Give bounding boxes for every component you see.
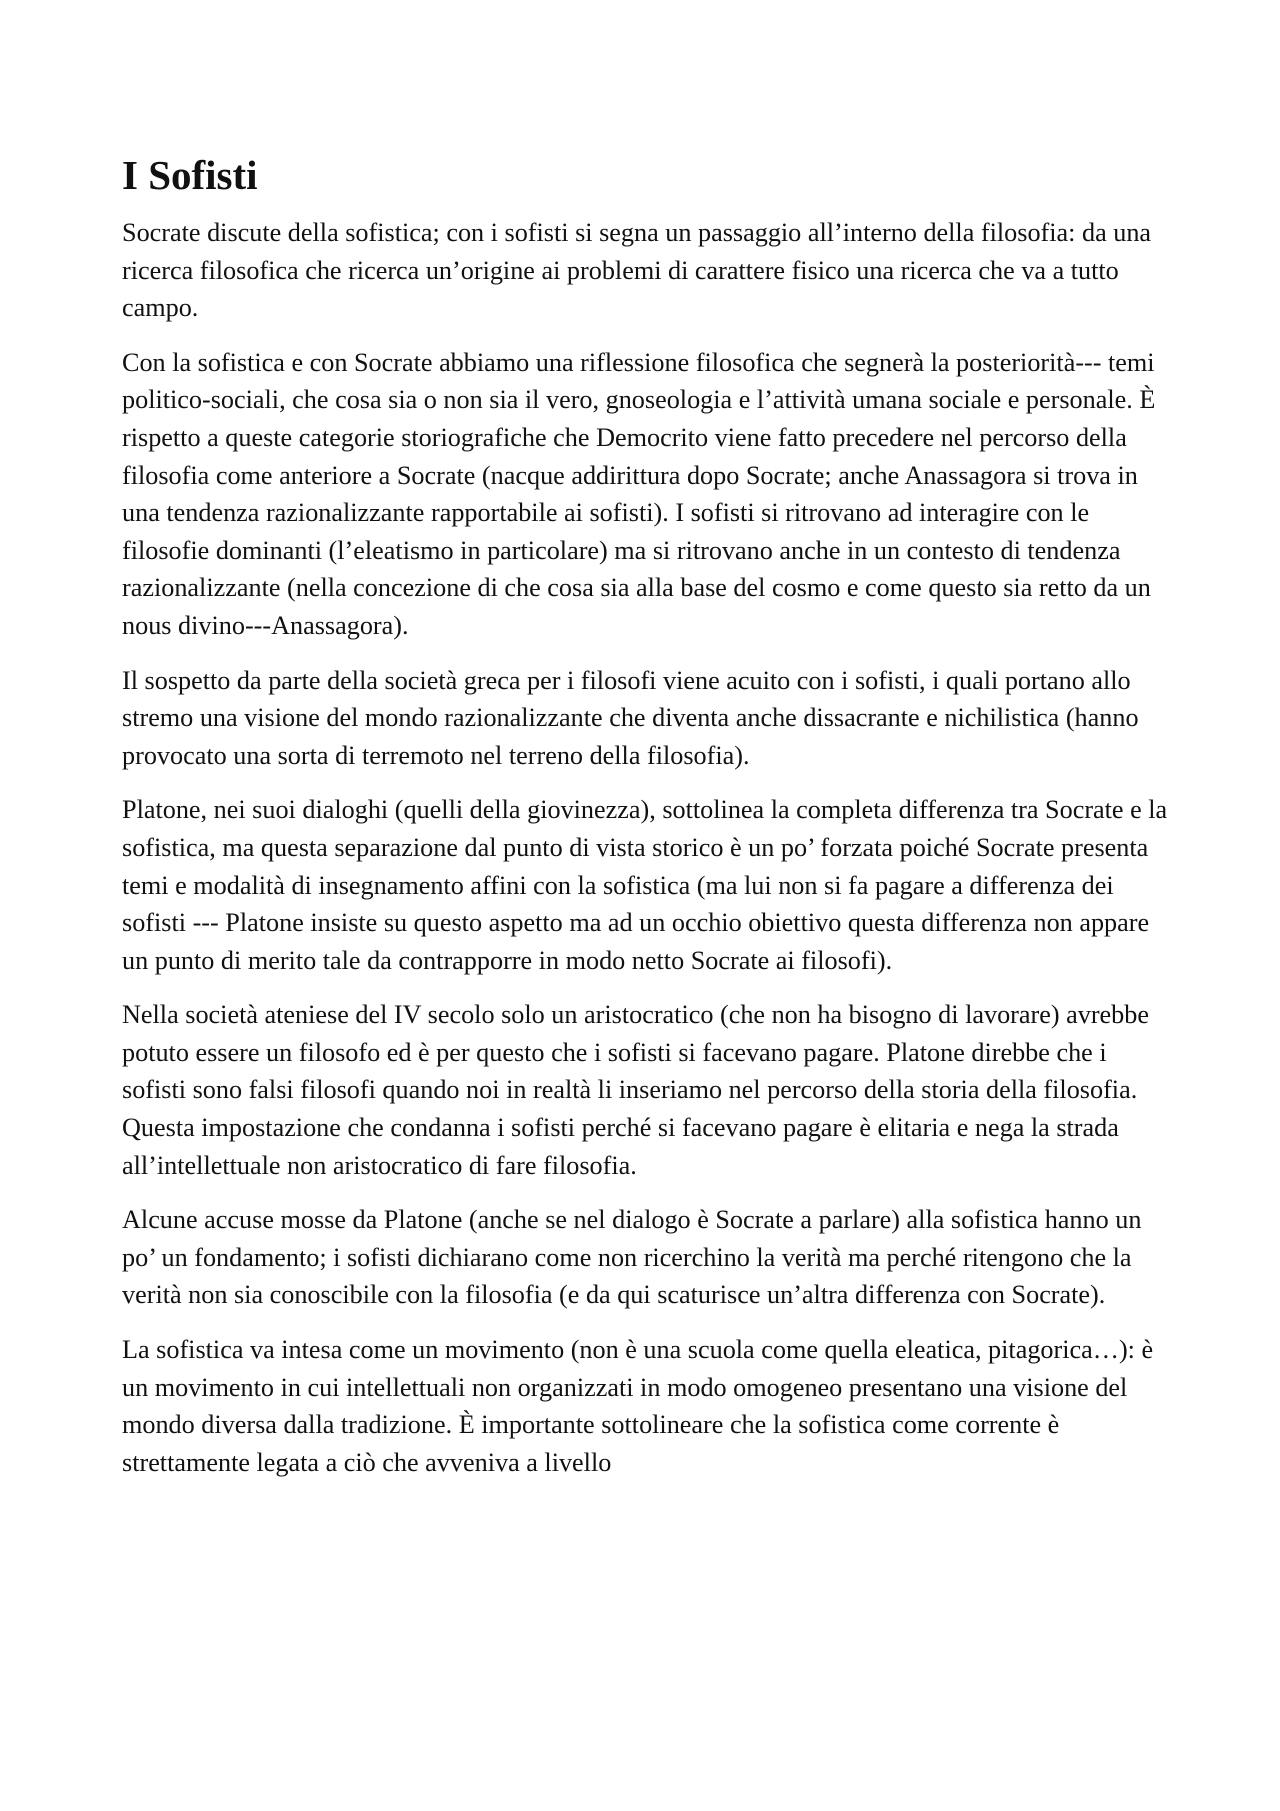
document-title: I Sofisti [122, 152, 258, 198]
paragraph-5: Nella società ateniese del IV secolo solo un aristocratico (che non ha bisogno di lavorare) avrebbe potuto essere un filosofo ed è per questo che i sofisti si facevano pagare. Platone direbbe che i sofisti sono falsi filosofi quando noi in realtà li inseriamo nel percorso della storia della filosofia. Questa impostazione che condanna i sofisti perché si facevano pagare è elitaria e nega la strada all’intellettuale non aristocratico di fare filosofia. [122, 1000, 1149, 1180]
paragraph-6: Alcune accuse mosse da Platone (anche se nel dialogo è Socrate a parlare) alla sofistica hanno un po’ un fondamento; i sofisti dichiarano come non ricerchino la verità ma perché ritengono che la verità non sia conoscibile con la filosofia (e da qui scaturisce un’altra differenza con Socrate). [122, 1205, 1142, 1310]
paragraph-7: La sofistica va intesa come un movimento (non è una scuola come quella eleatica, pitagorica…): è un movimento in cui intellettuali non organizzati in modo omogeneo presentano una visione del mondo diversa dalla tradizione. È importante sottolineare che la sofistica come corrente è strettamente legata a ciò che avveniva a livello [122, 1335, 1154, 1477]
paragraph-2: Con la sofistica e con Socrate abbiamo una riflessione filosofica che segnerà la posteriorità--- temi politico-sociali, che cosa sia o non sia il vero, gnoseologia e l’attività umana sociale e personale. È rispetto a queste categorie storiografiche che Democrito viene fatto precedere nel percorso della filosofia come anteriore a Socrate (nacque addirittura dopo Socrate; anche Anassagora si trova in una tendenza razionalizzante rapportabile ai sofisti). I sofisti si ritrovano ad interagire con le filosofie dominanti (l’eleatismo in particolare) ma si ritrovano anche in un contesto di tendenza razionalizzante (nella concezione di che cosa sia alla base del cosmo e come questo sia retto da un nous divino---Anassagora). [122, 347, 1156, 640]
paragraph-1: Socrate discute della sofistica; con i sofisti si segna un passaggio all’interno della filosofia: da una ricerca filosofica che ricerca un’origine ai problemi di carattere fisico una ricerca che va a tutto campo. [122, 218, 1152, 323]
paragraph-3: Il sospetto da parte della società greca per i filosofi viene acuito con i sofisti, i quali portano allo stremo una visione del mondo razionalizzante che diventa anche dissacrante e nichilistica (hanno provocato una sorta di terremoto nel terreno della filosofia). [122, 665, 1139, 770]
paragraph-4: Platone, nei suoi dialoghi (quelli della giovinezza), sottolinea la completa differenza tra Socrate e la sofistica, ma questa separazione dal punto di vista storico è un po’ forzata poiché Socrate presenta temi e modalità di insegnamento affini con la sofistica (ma lui non si fa pagare a differenza dei sofisti --- Platone insiste su questo aspetto ma ad un occhio obiettivo questa differenza non appare un punto di merito tale da contrapporre in modo netto Socrate ai filosofi). [122, 795, 1168, 975]
